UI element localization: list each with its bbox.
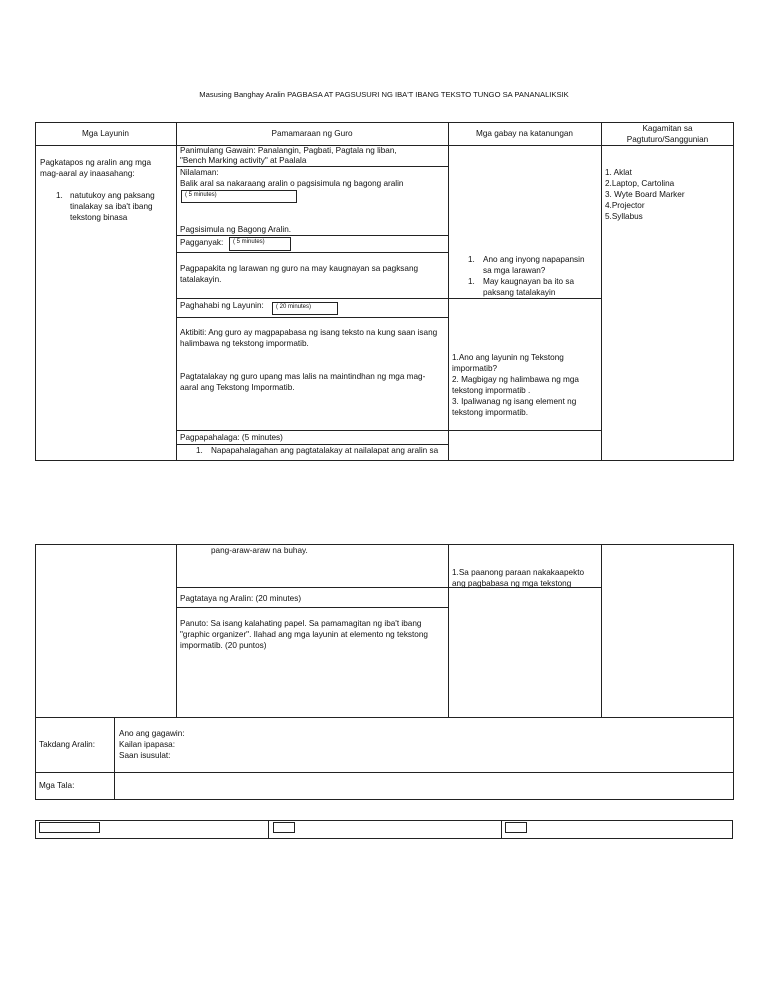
gabay-line: 2. Magbigay ng halimbawa ng mga <box>452 375 579 384</box>
row-divider <box>35 717 734 718</box>
col-divider <box>114 717 115 800</box>
header-kagamitan: Kagamitan sa <box>642 124 693 133</box>
nilalaman-label: Nilalaman: <box>180 168 219 177</box>
table-border <box>35 544 734 800</box>
col-divider <box>448 544 449 717</box>
pagpapakita-2: tatalakayin. <box>180 275 222 284</box>
row-divider <box>176 607 448 608</box>
row-divider <box>176 298 601 299</box>
gabay-q2-number: 1. <box>468 277 475 286</box>
col-divider <box>176 122 177 461</box>
layunin-item-number: 1. <box>56 191 63 200</box>
gabay-line: impormatib? <box>452 364 498 373</box>
row-divider <box>176 430 601 431</box>
pagganyak-label: Pagganyak: <box>180 238 224 247</box>
panimulang-gawain-2: "Bench Marking activity" at Paalala <box>180 156 307 165</box>
kagamitan-item: 3. Wyte Board Marker <box>605 190 685 199</box>
continued-text: pang-araw-araw na buhay. <box>211 546 308 555</box>
takdang-q3: Saan isusulat: <box>119 751 171 760</box>
mga-tala-label: Mga Tala: <box>39 781 75 790</box>
gabay-line: tekstong impormatib . <box>452 386 531 395</box>
pagsisimula-label: Pagsisimula ng Bagong Aralin. <box>180 225 292 234</box>
strip-divider <box>501 820 502 839</box>
layunin-intro-2: mag-aaral ay inaasahang: <box>40 169 135 178</box>
col-divider <box>601 544 602 717</box>
col-divider <box>601 122 602 461</box>
takdang-q2: Kailan ipapasa: <box>119 740 175 749</box>
signature-field[interactable] <box>39 822 100 833</box>
header-kagamitan-2: Pagtuturo/Sanggunian <box>626 135 709 144</box>
row-divider <box>176 317 448 318</box>
gabay-q1-2: sa mga larawan? <box>483 266 546 275</box>
panuto-2: "graphic organizer". Ilahad ang mga layunin at elemento ng tekstong <box>180 630 428 639</box>
pagpapakita: Pagpapakita ng larawan ng guro na may kaugnayan sa pagksang <box>180 264 419 273</box>
pagpapahalaga-item: Napapahalagahan ang pagtatalakay at nailalapat ang aralin sa <box>211 446 439 455</box>
panuto-3: impormatib. (20 puntos) <box>180 641 267 650</box>
kagamitan-item: 2.Laptop, Cartolina <box>605 179 675 188</box>
row-divider <box>176 235 448 236</box>
takdang-aralin-label: Takdang Aralin: <box>39 740 95 749</box>
signature-field[interactable] <box>273 822 295 833</box>
pagtatalakay: Pagtatalakay ng guro upang mas lalis na maintindhan ng mga mag- <box>180 372 426 381</box>
pagtatalakay-2: aaral ang Tekstong Impormatib. <box>180 383 295 392</box>
header-gabay: Mga gabay na katanungan <box>476 129 573 138</box>
gabay-line: 1.Sa paanong paraan nakakaapekto <box>452 568 585 577</box>
time-box: ( 5 minutes) <box>229 237 291 251</box>
balik-aral: Balik aral sa nakaraang aralin o pagsisimula ng bagong aralin <box>180 179 404 188</box>
header-layunin: Mga Layunin <box>82 129 129 138</box>
gabay-line: 3. Ipaliwanag ng isang element ng <box>452 397 577 406</box>
kagamitan-item: 5.Syllabus <box>605 212 643 221</box>
layunin-item: natutukoy ang paksang <box>70 191 155 200</box>
row-divider <box>35 772 734 773</box>
aktibiti-2: halimbawa ng tekstong impormatib. <box>180 339 309 348</box>
panimulang-gawain: Panimulang Gawain: Panalangin, Pagbati, Pagtala ng liban, <box>180 146 397 155</box>
aktibiti: Aktibiti: Ang guro ay magpapabasa ng isang teksto na kung saan isang <box>180 328 438 337</box>
pagpapahalaga-item-number: 1. <box>196 446 203 455</box>
signature-field[interactable] <box>505 822 527 833</box>
gabay-line: ang pagbabasa ng mga tekstong <box>452 579 572 588</box>
kagamitan-item: 4.Projector <box>605 201 645 210</box>
gabay-q2-2: paksang tatalakayin <box>483 288 556 297</box>
row-divider <box>176 252 448 253</box>
col-divider <box>448 122 449 461</box>
pagpapahalaga-label: Pagpapahalaga: (5 minutes) <box>180 433 283 442</box>
gabay-line: 1.Ano ang layunin ng Tekstong <box>452 353 564 362</box>
layunin-item-3: tekstong binasa <box>70 213 128 222</box>
strip-divider <box>268 820 269 839</box>
paghahabi-label: Paghahabi ng Layunin: <box>180 301 264 310</box>
gabay-line: tekstong impormatib. <box>452 408 528 417</box>
gabay-q1: Ano ang inyong napapansin <box>483 255 585 264</box>
pagtataya-label: Pagtataya ng Aralin: (20 minutes) <box>180 594 302 603</box>
col-divider <box>176 544 177 717</box>
layunin-item-2: tinalakay sa iba't ibang <box>70 202 153 211</box>
time-box: ( 5 minutes) <box>181 190 297 203</box>
kagamitan-item: 1. Aklat <box>605 168 632 177</box>
gabay-q1-number: 1. <box>468 255 475 264</box>
document-title: Masusing Banghay Aralin PAGBASA AT PAGSUSURI NG IBA'T IBANG TEKSTO TUNGO SA PANANALIKSIK <box>199 90 569 99</box>
takdang-q1: Ano ang gagawin: <box>119 729 185 738</box>
layunin-intro: Pagkatapos ng aralin ang mga <box>40 158 152 167</box>
header-pamamaraan: Pamamaraan ng Guro <box>271 129 353 138</box>
gabay-q2: May kaugnayan ba ito sa <box>483 277 575 286</box>
panuto: Panuto: Sa isang kalahating papel. Sa pamamagitan ng iba't ibang <box>180 619 422 628</box>
strip-border <box>35 820 733 839</box>
time-box: ( 20 minutes) <box>272 302 338 315</box>
